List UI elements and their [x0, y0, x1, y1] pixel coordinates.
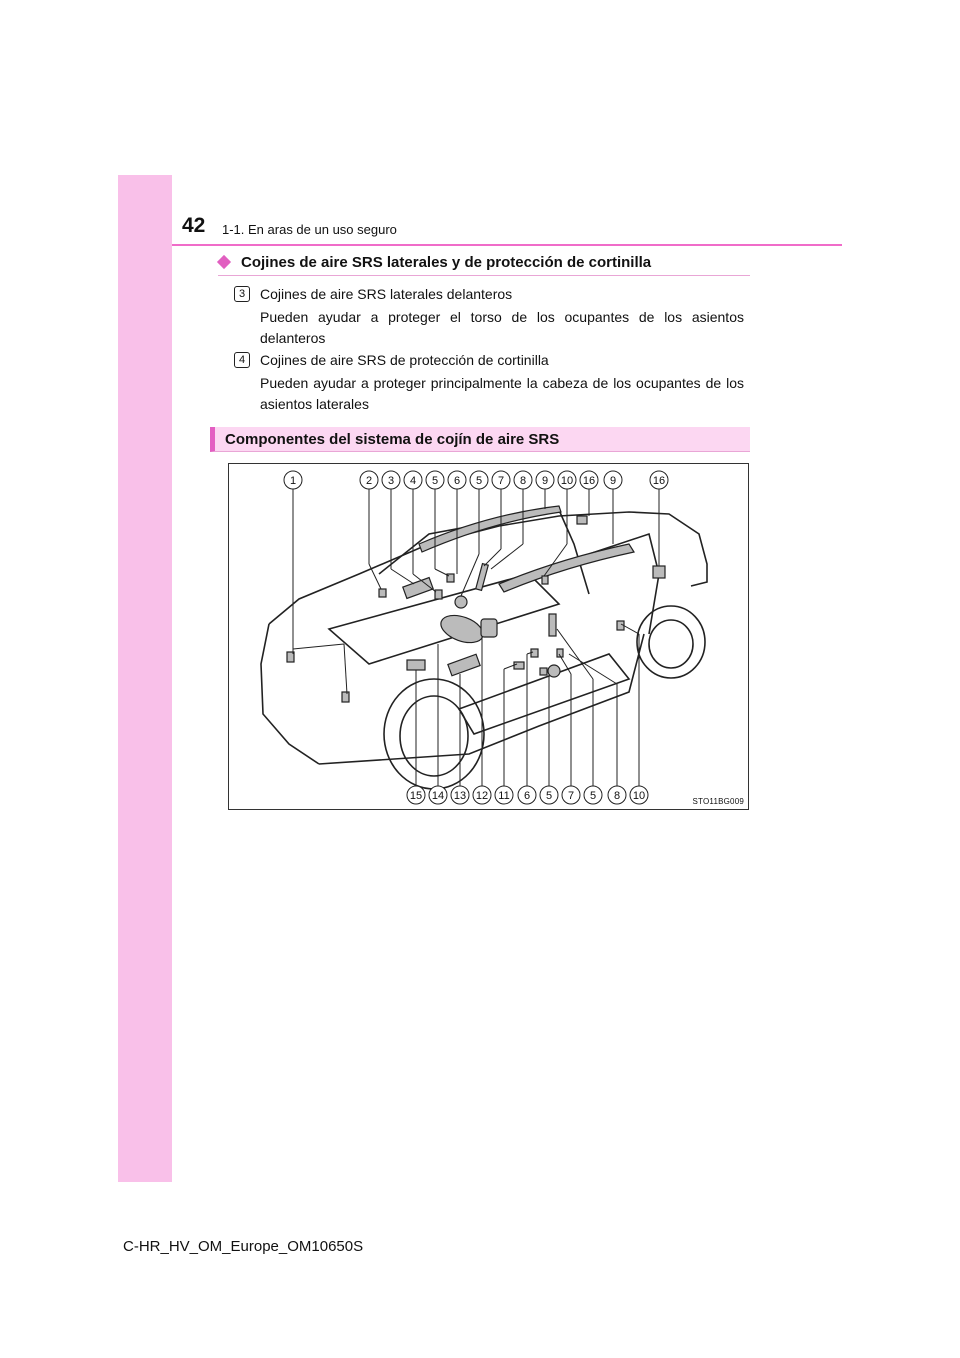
- callout-label: 3: [387, 475, 395, 487]
- callout-label: 5: [545, 790, 553, 802]
- item-title: Cojines de aire SRS de protección de cortinilla: [260, 352, 549, 368]
- callout-label: 1: [289, 475, 297, 487]
- car-outline-icon: [261, 510, 707, 789]
- callout-label: 7: [497, 475, 505, 487]
- callout-label: 7: [567, 790, 575, 802]
- page-number: 42: [182, 214, 206, 237]
- callout-label: 13: [453, 790, 467, 802]
- callout-label: 9: [541, 475, 549, 487]
- section-title: Componentes del sistema de cojín de aire SRS: [225, 431, 560, 448]
- callout-label: 8: [519, 475, 527, 487]
- footer-doc-id: C-HR_HV_OM_Europe_OM10650S: [123, 1238, 364, 1255]
- callout-label: 5: [475, 475, 483, 487]
- figure-code: STO11BG009: [692, 797, 744, 806]
- callout-label: 11: [498, 790, 510, 802]
- diamond-bullet-icon: [217, 255, 231, 269]
- item-title: Cojines de aire SRS laterales delanteros: [260, 286, 513, 302]
- section-heading: [210, 427, 750, 452]
- callout-label: 16: [652, 475, 666, 487]
- callout-label: 16: [582, 475, 596, 487]
- subsection-title: Cojines de aire SRS laterales y de protección de cortinilla: [241, 254, 652, 271]
- callout-label: 6: [453, 475, 461, 487]
- callout-label: 6: [523, 790, 531, 802]
- callout-label: 4: [409, 475, 417, 487]
- item-description: Pueden ayudar a proteger el torso de los ocupantes de los asientos delanteros: [260, 309, 744, 346]
- item-number-badge: 4: [234, 352, 250, 368]
- callout-label: 9: [609, 475, 617, 487]
- callout-label: 12: [475, 790, 489, 802]
- subsection-heading: [218, 254, 750, 276]
- callout-label: 14: [431, 790, 445, 802]
- item-number-badge: 3: [234, 286, 250, 302]
- callout-label: 5: [431, 475, 439, 487]
- callout-label: 10: [560, 475, 574, 487]
- airbag-components-figure: [228, 463, 749, 810]
- callout-label: 2: [365, 475, 373, 487]
- running-header: 1-1. En aras de un uso seguro: [222, 222, 397, 237]
- item-description: Pueden ayudar a proteger principalmente la cabeza de los ocupantes de los asientos laterales: [260, 375, 744, 412]
- callout-label: 10: [632, 790, 646, 802]
- header-rule: [172, 244, 842, 246]
- callout-label: 5: [589, 790, 597, 802]
- side-tab-bar: [118, 175, 172, 1182]
- callout-label: 8: [613, 790, 621, 802]
- airbag-parts: [287, 506, 665, 702]
- car-illustration: [229, 464, 748, 809]
- callout-label: 15: [409, 790, 423, 802]
